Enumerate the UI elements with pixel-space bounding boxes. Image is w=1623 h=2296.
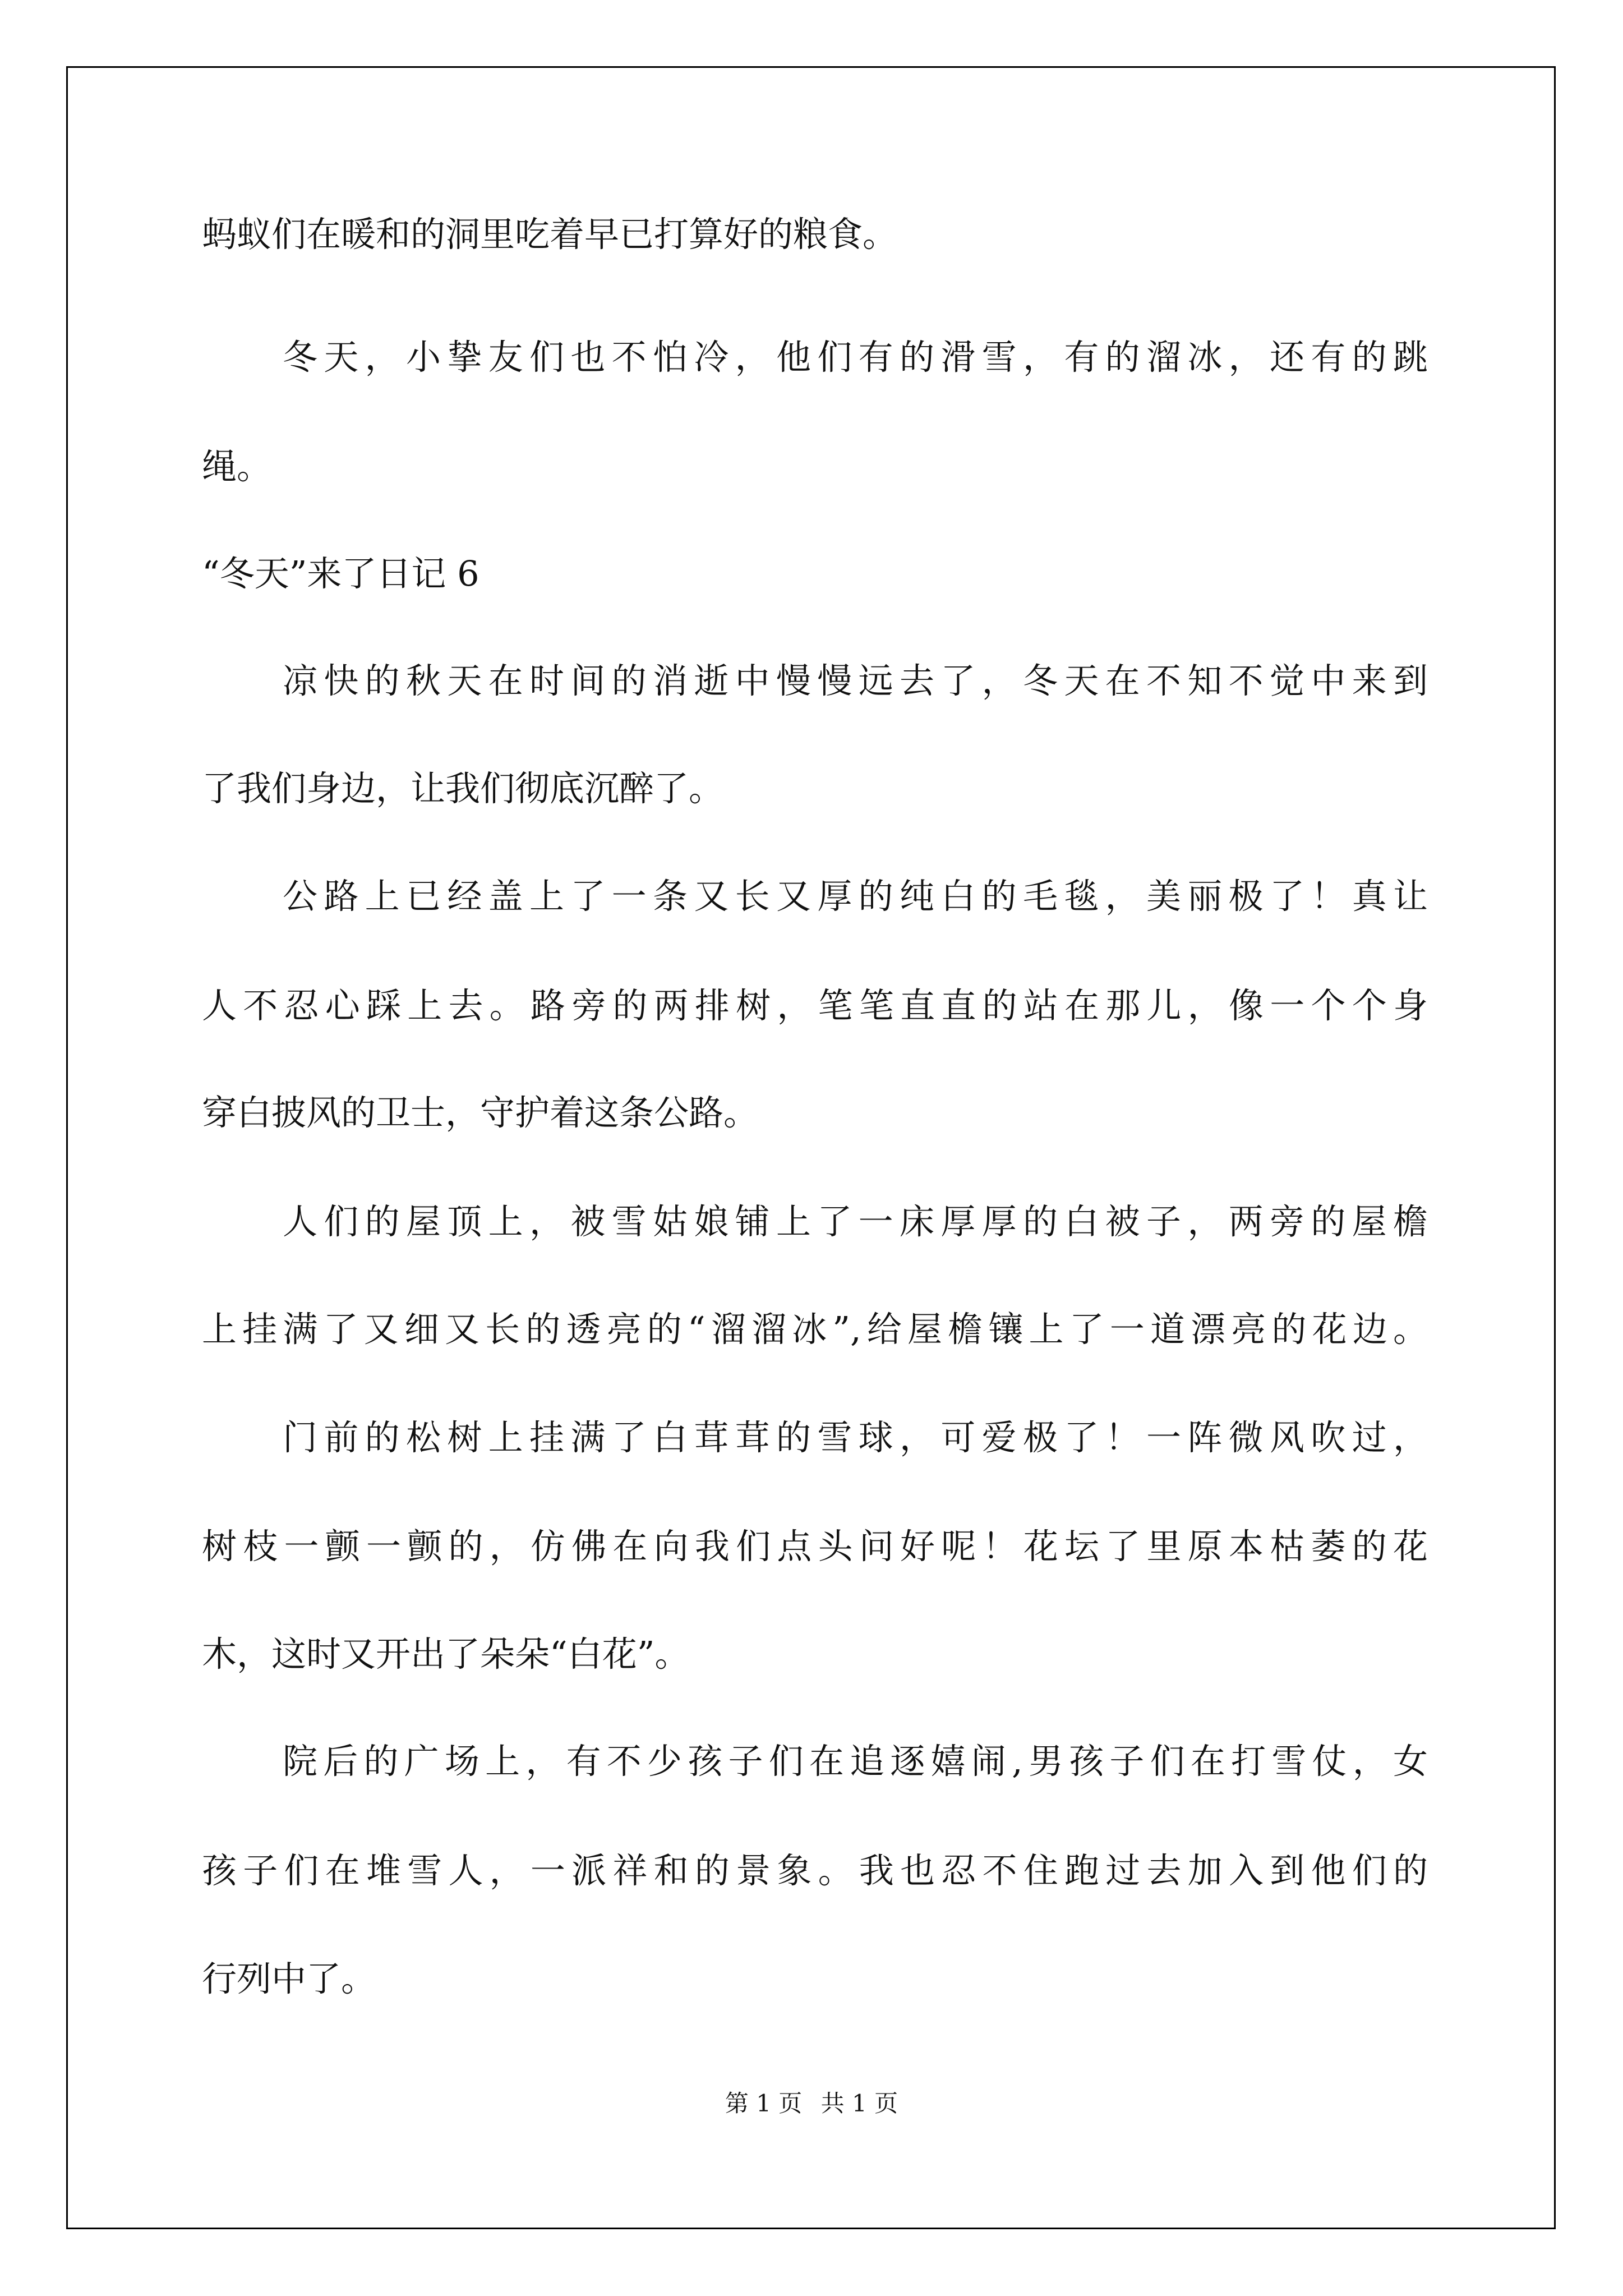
section-heading: “冬天”来了日记 6 bbox=[202, 553, 479, 594]
text-line: 公路上已经盖上了一条又长又厚的纯白的毛毯，美丽极了！真让 bbox=[283, 876, 1428, 917]
text-line: 蚂蚁们在暖和的洞里吃着早已打算好的粮食。 bbox=[202, 214, 898, 255]
page-total: 共 1 页 bbox=[820, 2090, 898, 2117]
text-line: 绳。 bbox=[202, 446, 272, 487]
text-line: 人不忍心踩上去。路旁的两排树，笔笔直直的站在那儿，像一个个身 bbox=[202, 985, 1428, 1026]
page-number: 第 1 页 bbox=[725, 2090, 803, 2117]
text-line: 孩子们在堆雪人，一派祥和的景象。我也忍不住跑过去加入到他们的 bbox=[202, 1850, 1428, 1891]
text-line: 行列中了。 bbox=[202, 1958, 376, 1999]
text-line: 木，这时又开出了朵朵“白花”。 bbox=[202, 1634, 690, 1674]
text-line: 上挂满了又细又长的透亮的“溜溜冰”,给屋檐镶上了一道漂亮的花边。 bbox=[202, 1309, 1428, 1350]
page-footer bbox=[0, 2088, 1623, 2119]
text-line: 人们的屋顶上，被雪姑娘铺上了一床厚厚的白被子，两旁的屋檐 bbox=[283, 1201, 1428, 1242]
text-line: 院后的广场上，有不少孩子们在追逐嬉闹,男孩子们在打雪仗，女 bbox=[283, 1741, 1428, 1782]
text-line: 穿白披风的卫士，守护着这条公路。 bbox=[202, 1092, 759, 1133]
page-frame bbox=[66, 66, 1556, 2229]
text-line: 了我们身边，让我们彻底沉醉了。 bbox=[202, 768, 724, 809]
text-line: 门前的松树上挂满了白茸茸的雪球，可爱极了！一阵微风吹过， bbox=[283, 1417, 1428, 1458]
text-line: 凉快的秋天在时间的消逝中慢慢远去了，冬天在不知不觉中来到 bbox=[283, 660, 1428, 701]
text-line: 树枝一颤一颤的，仿佛在向我们点头问好呢！花坛了里原本枯萎的花 bbox=[202, 1526, 1428, 1567]
text-line: 冬天，小挚友们也不怕冷，他们有的滑雪，有的溜冰，还有的跳 bbox=[283, 337, 1428, 378]
